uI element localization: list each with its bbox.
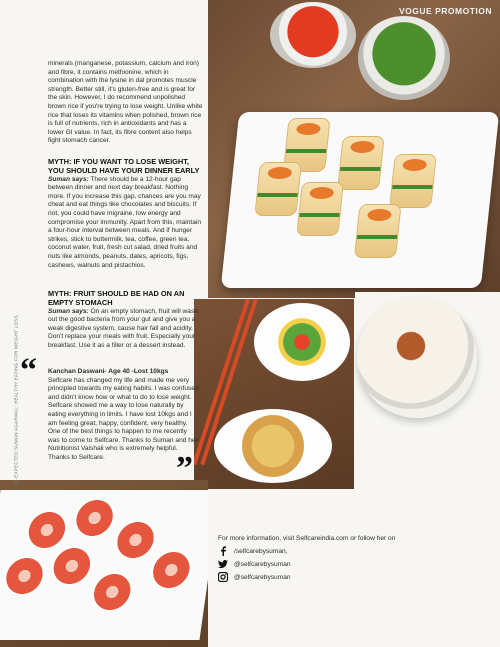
salad-plate bbox=[254, 303, 350, 381]
dessert-plate bbox=[0, 490, 208, 640]
intro-paragraph: minerals (manganese, potassium, calcium and iron) and fibre, it contains methionine, which in combination with the lysine in dal promotes muscle strength. Better still, it's gluten-free and is great for the skin. However, I do recommend unpolished brown rice if you're trying to lose weight. Unlike white rice that loses its vitamins when polished, brown rice is full of nutrients, rich in antioxidants and has a lower GI value. In fact, its fibre content also helps fight stomach cancer. bbox=[48, 60, 203, 145]
myth-heading: MYTH: FRUIT SHOULD BE HAD ON AN EMPTY STOMACH bbox=[48, 289, 185, 307]
instagram-handle[interactable]: @selfcarebysuman bbox=[234, 573, 291, 581]
rice-bowl bbox=[357, 298, 477, 418]
myth-body: On an empty stomach, fruit will wash out the good bacteria from your gut and give you a weak digestive system, cause hair fall and acidity. Don't replace your meals with fruit. Especially your breakfast. Use it as a filler or a dessert instead. bbox=[48, 307, 198, 349]
facebook-icon bbox=[218, 546, 228, 556]
suman-says-label: Suman says: bbox=[48, 175, 89, 183]
twitter-handle[interactable]: @selfcarebysuman bbox=[234, 560, 291, 568]
more-info-block bbox=[218, 534, 488, 582]
sushi-rolls-photo bbox=[208, 0, 500, 298]
promotion-label: VOGUE PROMOTION bbox=[399, 6, 492, 16]
social-twitter[interactable] bbox=[218, 559, 488, 569]
strawberry-slice bbox=[87, 572, 137, 612]
roll bbox=[354, 204, 402, 258]
noodle-plate bbox=[214, 409, 332, 483]
facebook-handle[interactable]: /selfcarebysuman, bbox=[234, 547, 288, 555]
rolls-plate bbox=[221, 112, 499, 288]
strawberry-slice bbox=[111, 520, 161, 560]
myth-section-2 bbox=[48, 290, 204, 351]
red-sauce-bowl bbox=[270, 2, 356, 68]
testimonial bbox=[48, 368, 200, 463]
myth-section-1 bbox=[48, 158, 204, 270]
social-instagram[interactable] bbox=[218, 572, 488, 582]
roll bbox=[389, 154, 437, 208]
green-chutney-bowl bbox=[358, 16, 450, 100]
roll bbox=[296, 182, 344, 236]
strawberry-slice bbox=[0, 556, 49, 596]
roll bbox=[254, 162, 302, 216]
open-quote-icon: “ bbox=[20, 352, 37, 389]
myth-body: There should be a 12-hour gap between dinner and next day breakfast. Nothing more. If you increase this gap, chances are you may cheat and eat things like chocolates and biscuits. If not, you could have migraine, low energy and compromise your immunity. Apart from this, maintain a four-hour interval between meals. And if hunger strikes, stick to buttermilk, tea, coffee, green tea, coconut water, fruit, fresh cut salad, dried fruits and nuts like almonds, peanuts, dates, apricots, figs, cashews, walnuts and pistachios. bbox=[48, 175, 202, 269]
social-facebook[interactable] bbox=[218, 546, 488, 556]
strawberry-dessert-photo bbox=[0, 480, 208, 647]
more-info-text: For more information, visit Selfcareindia.com or follow her on bbox=[218, 535, 396, 542]
noodles-salad-photo bbox=[194, 299, 354, 489]
instagram-icon bbox=[218, 572, 228, 582]
testimonial-name: Kanchan Daswani- Age 40 -Lost 10kgs bbox=[48, 368, 169, 375]
myth-heading: MYTH: IF YOU WANT TO LOSE WEIGHT, YOU SHOULD HAVE YOUR DINNER EARLY bbox=[48, 157, 200, 175]
side-credit: UN-EXPECTED SUMAN AGARWAL: HEALTHY EATING FOR WEIGHT LOSS bbox=[13, 315, 19, 487]
strawberry-slice bbox=[70, 498, 120, 538]
strawberry-slice bbox=[22, 510, 72, 550]
close-quote-icon: ” bbox=[176, 450, 193, 487]
rice-bowl-photo bbox=[355, 292, 500, 452]
suman-says-label: Suman says: bbox=[48, 307, 89, 315]
twitter-icon bbox=[218, 559, 228, 569]
strawberry-slice bbox=[47, 546, 97, 586]
testimonial-body: Selfcare has changed my life and made me very principled towards my eating habits. I was confused and didn't know how or what to do to lose weight. Selfcare showed me a way to lose naturally by eating everything in limits. I have lost 10kgs and I am feeling great, happy, confident, very healthy. One of the best things to happen to me recently was to come to Selfcare. Thanks to Suman and her Nutritionist Vaishali who is extremely helpful. Thanks to Selfcare. bbox=[48, 376, 199, 461]
roll bbox=[337, 136, 385, 190]
strawberry-slice bbox=[146, 550, 196, 590]
